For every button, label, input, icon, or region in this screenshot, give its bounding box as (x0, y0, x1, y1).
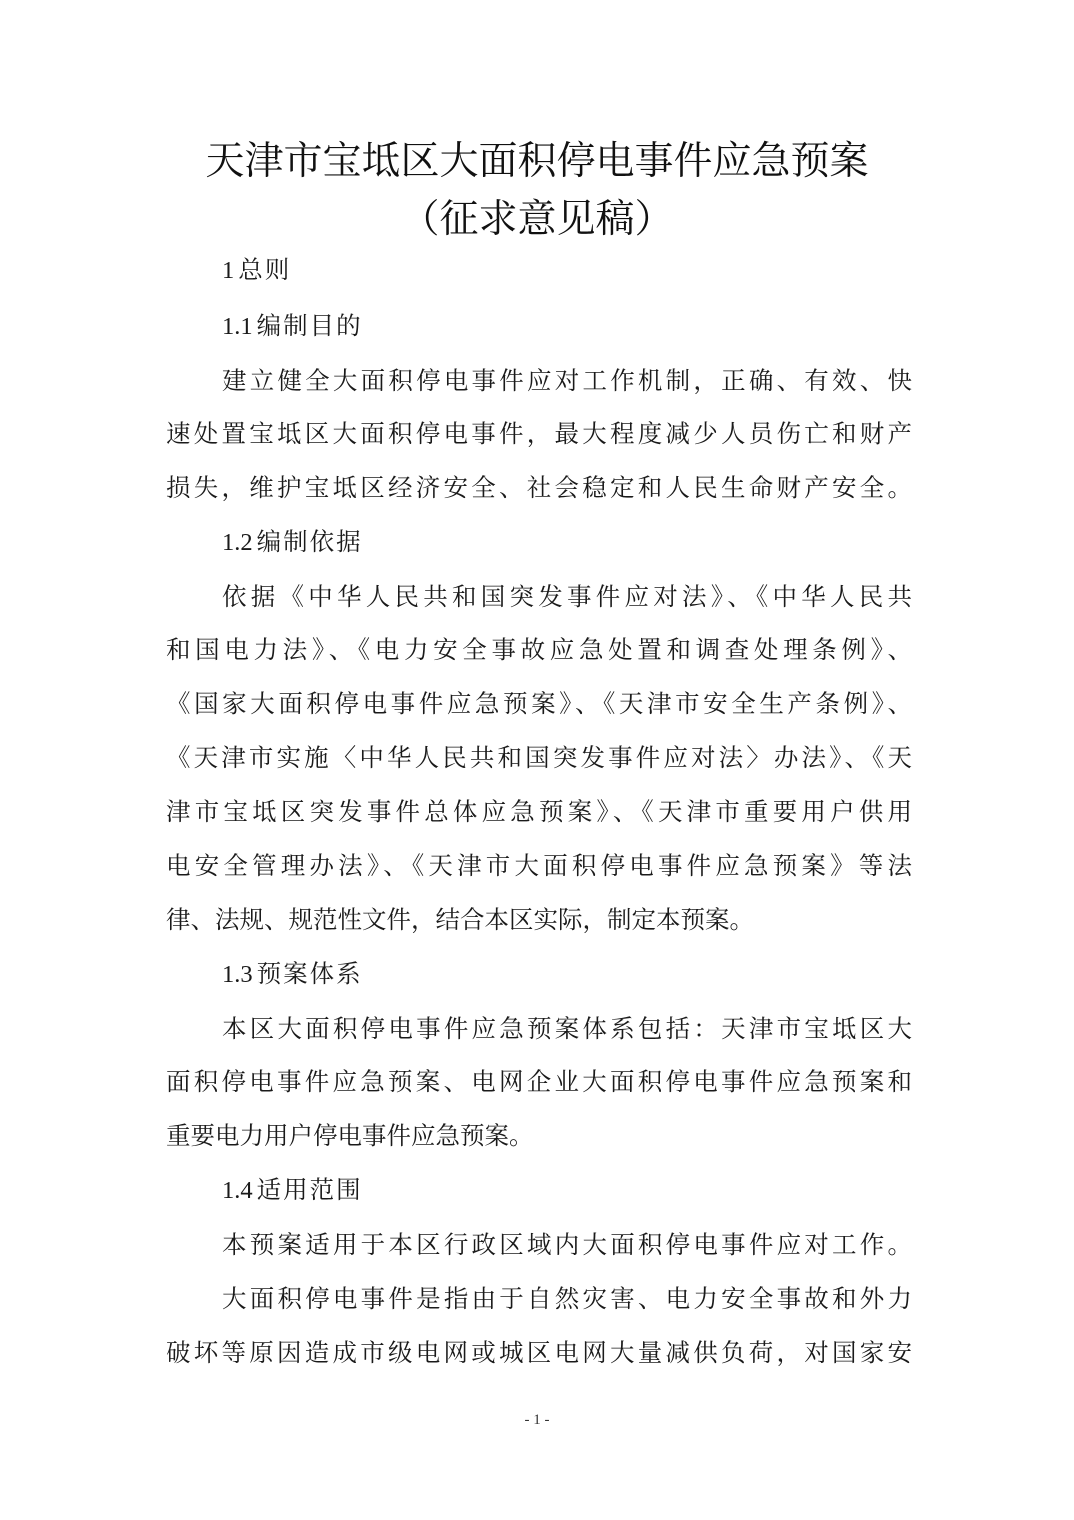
page-number: - 1 - (524, 1412, 550, 1428)
section-title: 编制目的 (256, 311, 363, 340)
paragraph-line: 破坏等原因造成市级电网或城区电网大量减供负荷，对国家安 (166, 1338, 912, 1367)
section-heading-1-2 (222, 522, 363, 562)
section-number: 1.2 (222, 529, 253, 556)
paragraph-line: 大面积停电事件是指由于自然灾害、电力安全事故和外力 (222, 1284, 912, 1313)
section-heading-1-1 (222, 306, 363, 346)
paragraph-line: 《国家大面积停电事件应急预案》、《天津市安全生产条例》、 (166, 689, 912, 718)
paragraph-line: 面积停电事件应急预案、电网企业大面积停电事件应急预案和 (166, 1067, 912, 1096)
paragraph-line: 和国电力法》、《电力安全事故应急处置和调查处理条例》、 (166, 635, 912, 664)
section-title: 总则 (238, 255, 292, 284)
paragraph-line: 本区大面积停电事件应急预案体系包括：天津市宝坻区大 (222, 1014, 912, 1043)
paragraph-line: 依据《中华人民共和国突发事件应对法》、《中华人民共 (222, 582, 912, 611)
section-title: 编制依据 (256, 527, 363, 556)
section-title: 预案体系 (256, 959, 363, 988)
paragraph-line: 津市宝坻区突发事件总体应急预案》、《天津市重要用户供用 (166, 797, 912, 826)
section-number: 1.3 (222, 961, 253, 988)
paragraph-line: 速处置宝坻区大面积停电事件，最大程度减少人员伤亡和财产 (166, 419, 912, 448)
paragraph-line: 建立健全大面积停电事件应对工作机制，正确、有效、快 (222, 366, 912, 395)
section-heading-1 (222, 250, 291, 290)
section-heading-1-4 (222, 1170, 363, 1210)
section-number: 1.4 (222, 1177, 253, 1204)
paragraph-line: 《天津市实施〈中华人民共和国突发事件应对法〉办法》、《天 (166, 743, 912, 772)
section-number: 1 (222, 257, 235, 284)
paragraph-line: 重要电力用户停电事件应急预案。 (166, 1121, 534, 1150)
section-title: 适用范围 (256, 1175, 363, 1204)
document-subtitle: （征求意见稿） (400, 197, 674, 242)
paragraph-line: 律、法规、规范性文件，结合本区实际，制定本预案。 (166, 905, 754, 934)
section-heading-1-3 (222, 954, 363, 994)
section-number: 1.1 (222, 313, 253, 340)
paragraph-line: 损失，维护宝坻区经济安全、社会稳定和人民生命财产安全。 (166, 473, 912, 502)
paragraph-line: 电安全管理办法》、《天津市大面积停电事件应急预案》等法 (166, 851, 912, 880)
paragraph-line: 本预案适用于本区行政区域内大面积停电事件应对工作。 (222, 1230, 912, 1259)
document-title: 天津市宝坻区大面积停电事件应急预案 (205, 139, 869, 184)
